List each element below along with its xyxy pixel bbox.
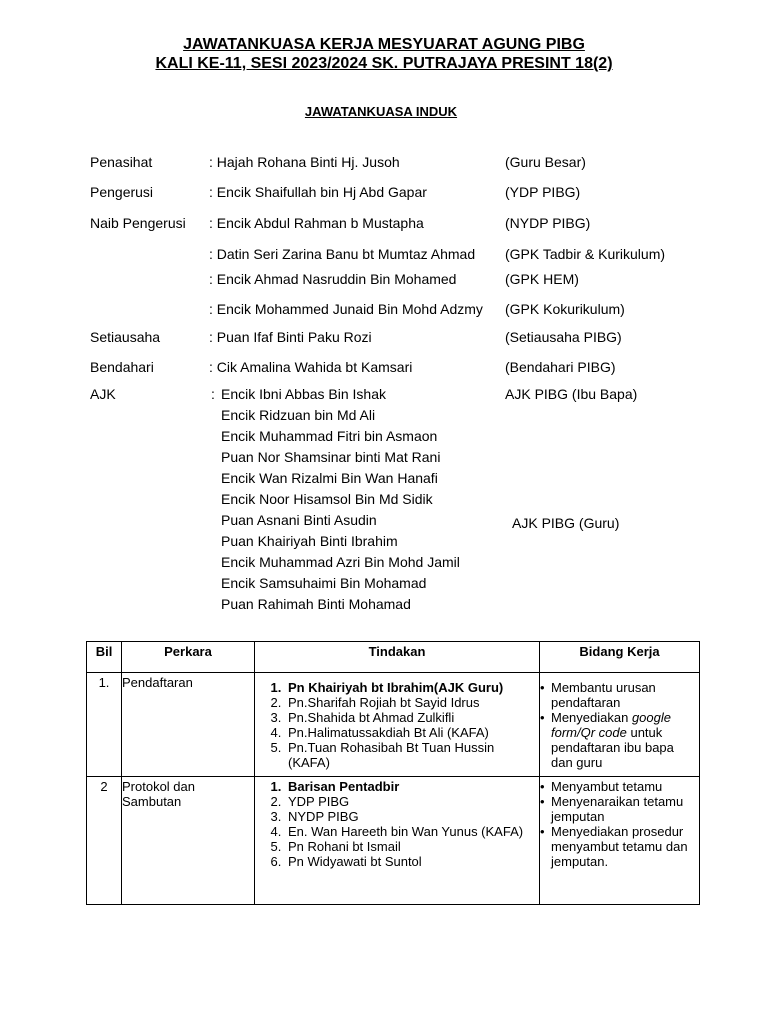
column-header-perkara: Perkara: [122, 642, 255, 673]
action-item: 1. Pn Khairiyah bt Ibrahim(AJK Guru): [285, 680, 539, 695]
committee-position: (NYDP PIBG): [505, 215, 591, 231]
committee-name: : Puan Ifaf Binti Paku Rozi: [209, 329, 372, 345]
committee-name: : Encik Shaifullah bin Hj Abd Gapar: [209, 184, 427, 200]
action-item: 3. NYDP PIBG: [285, 809, 539, 824]
action-item: 5. Pn Rohani bt Ismail: [285, 839, 539, 854]
ajk-member: Puan Khairiyah Binti Ibrahim: [221, 533, 398, 549]
row-bidang-kerja: [540, 673, 700, 777]
committee-role: Pengerusi: [90, 184, 154, 200]
action-item: 2. YDP PIBG: [285, 794, 539, 809]
ajk-member: Puan Asnani Binti Asudin: [221, 512, 377, 528]
ajk-member: Encik Wan Rizalmi Bin Wan Hanafi: [221, 470, 438, 486]
action-list: [255, 680, 539, 770]
committee-name: : Cik Amalina Wahida bt Kamsari: [209, 359, 413, 375]
row-perkara: Pendaftaran: [122, 673, 255, 777]
task-item: • Membantu urusan pendaftaran: [551, 680, 699, 710]
task-list: [540, 779, 699, 869]
committee-role: Penasihat: [90, 154, 153, 170]
row-bidang-kerja: [540, 777, 700, 905]
committee-position: (GPK Kokurikulum): [505, 301, 625, 317]
committee-role: Naib Pengerusi: [90, 215, 186, 231]
ajk-member: Encik Ibni Abbas Bin Ishak: [221, 386, 386, 402]
document-title-line2: KALI KE-11, SESI 2023/2024 SK. PUTRAJAYA PRESINT 18(2): [155, 55, 613, 72]
row-tindakan: [255, 777, 540, 905]
ajk-member: Encik Noor Hisamsol Bin Md Sidik: [221, 491, 433, 507]
task-list: [540, 680, 699, 770]
committee-position: (Guru Besar): [505, 154, 586, 170]
action-item: 6. Pn Widyawati bt Suntol: [285, 854, 539, 869]
row-perkara: Protokol dan Sambutan: [122, 777, 255, 905]
committee-role: Bendahari: [90, 359, 154, 375]
committee-position: (Setiausaha PIBG): [505, 329, 622, 345]
ajk-member: Puan Rahimah Binti Mohamad: [221, 596, 411, 612]
action-item: 4. Pn.Halimatussakdiah Bt Ali (KAFA): [285, 725, 539, 740]
task-item: • Menyediakan prosedur menyambut tetamu dan jemputan.: [551, 824, 699, 869]
action-item: 5. Pn.Tuan Rohasibah Bt Tuan Hussin (KAFA): [285, 740, 539, 770]
task-item: • Menyediakan google form/Qr code untuk pendaftaran ibu bapa dan guru: [551, 710, 699, 770]
table-row: [87, 777, 700, 905]
action-item: 4. En. Wan Hareeth bin Wan Yunus (KAFA): [285, 824, 539, 839]
ajk-member: Encik Samsuhaimi Bin Mohamad: [221, 575, 427, 591]
ajk-group-parents: AJK PIBG (Ibu Bapa): [505, 386, 638, 402]
ajk-member: Encik Muhammad Fitri bin Asmaon: [221, 428, 438, 444]
row-tindakan: [255, 673, 540, 777]
section-heading: JAWATANKUASA INDUK: [304, 104, 458, 119]
action-list: [255, 779, 539, 869]
document-title-line1: JAWATANKUASA KERJA MESYUARAT AGUNG PIBG: [183, 36, 585, 53]
row-number: 1.: [87, 673, 122, 777]
committee-name: : Datin Seri Zarina Banu bt Mumtaz Ahmad: [209, 246, 476, 262]
committee-name: : Hajah Rohana Binti Hj. Jusoh: [209, 154, 400, 170]
committee-name: : Encik Mohammed Junaid Bin Mohd Adzmy: [209, 301, 483, 317]
committee-name: : Encik Abdul Rahman b Mustapha: [209, 215, 424, 231]
action-item: 3. Pn.Shahida bt Ahmad Zulkifli: [285, 710, 539, 725]
column-header-bil: Bil: [87, 642, 122, 673]
action-item: 2. Pn.Sharifah Rojiah bt Sayid Idrus: [285, 695, 539, 710]
table-header-row: [87, 642, 700, 673]
table-row: [87, 673, 700, 777]
committee-position: (Bendahari PIBG): [505, 359, 616, 375]
duties-table: [86, 641, 700, 905]
action-item: 1. Barisan Pentadbir: [285, 779, 539, 794]
committee-position: (GPK Tadbir & Kurikulum): [505, 246, 666, 262]
ajk-member: Encik Muhammad Azri Bin Mohd Jamil: [221, 554, 460, 570]
committee-position: (YDP PIBG): [505, 184, 581, 200]
ajk-group-teachers: AJK PIBG (Guru): [512, 515, 620, 531]
column-header-tindakan: Tindakan: [255, 642, 540, 673]
task-item: • Menyambut tetamu: [551, 779, 699, 794]
committee-position: (GPK HEM): [505, 271, 579, 287]
committee-role: Setiausaha: [90, 329, 161, 345]
ajk-colon: :: [211, 386, 215, 402]
ajk-member: Encik Ridzuan bin Md Ali: [221, 407, 376, 423]
committee-name: : Encik Ahmad Nasruddin Bin Mohamed: [209, 271, 457, 287]
ajk-role: AJK: [90, 386, 116, 402]
ajk-member: Puan Nor Shamsinar binti Mat Rani: [221, 449, 441, 465]
column-header-bidang-kerja: Bidang Kerja: [540, 642, 700, 673]
row-number: 2: [87, 777, 122, 905]
task-item: • Menyenaraikan tetamu jemputan: [551, 794, 699, 824]
